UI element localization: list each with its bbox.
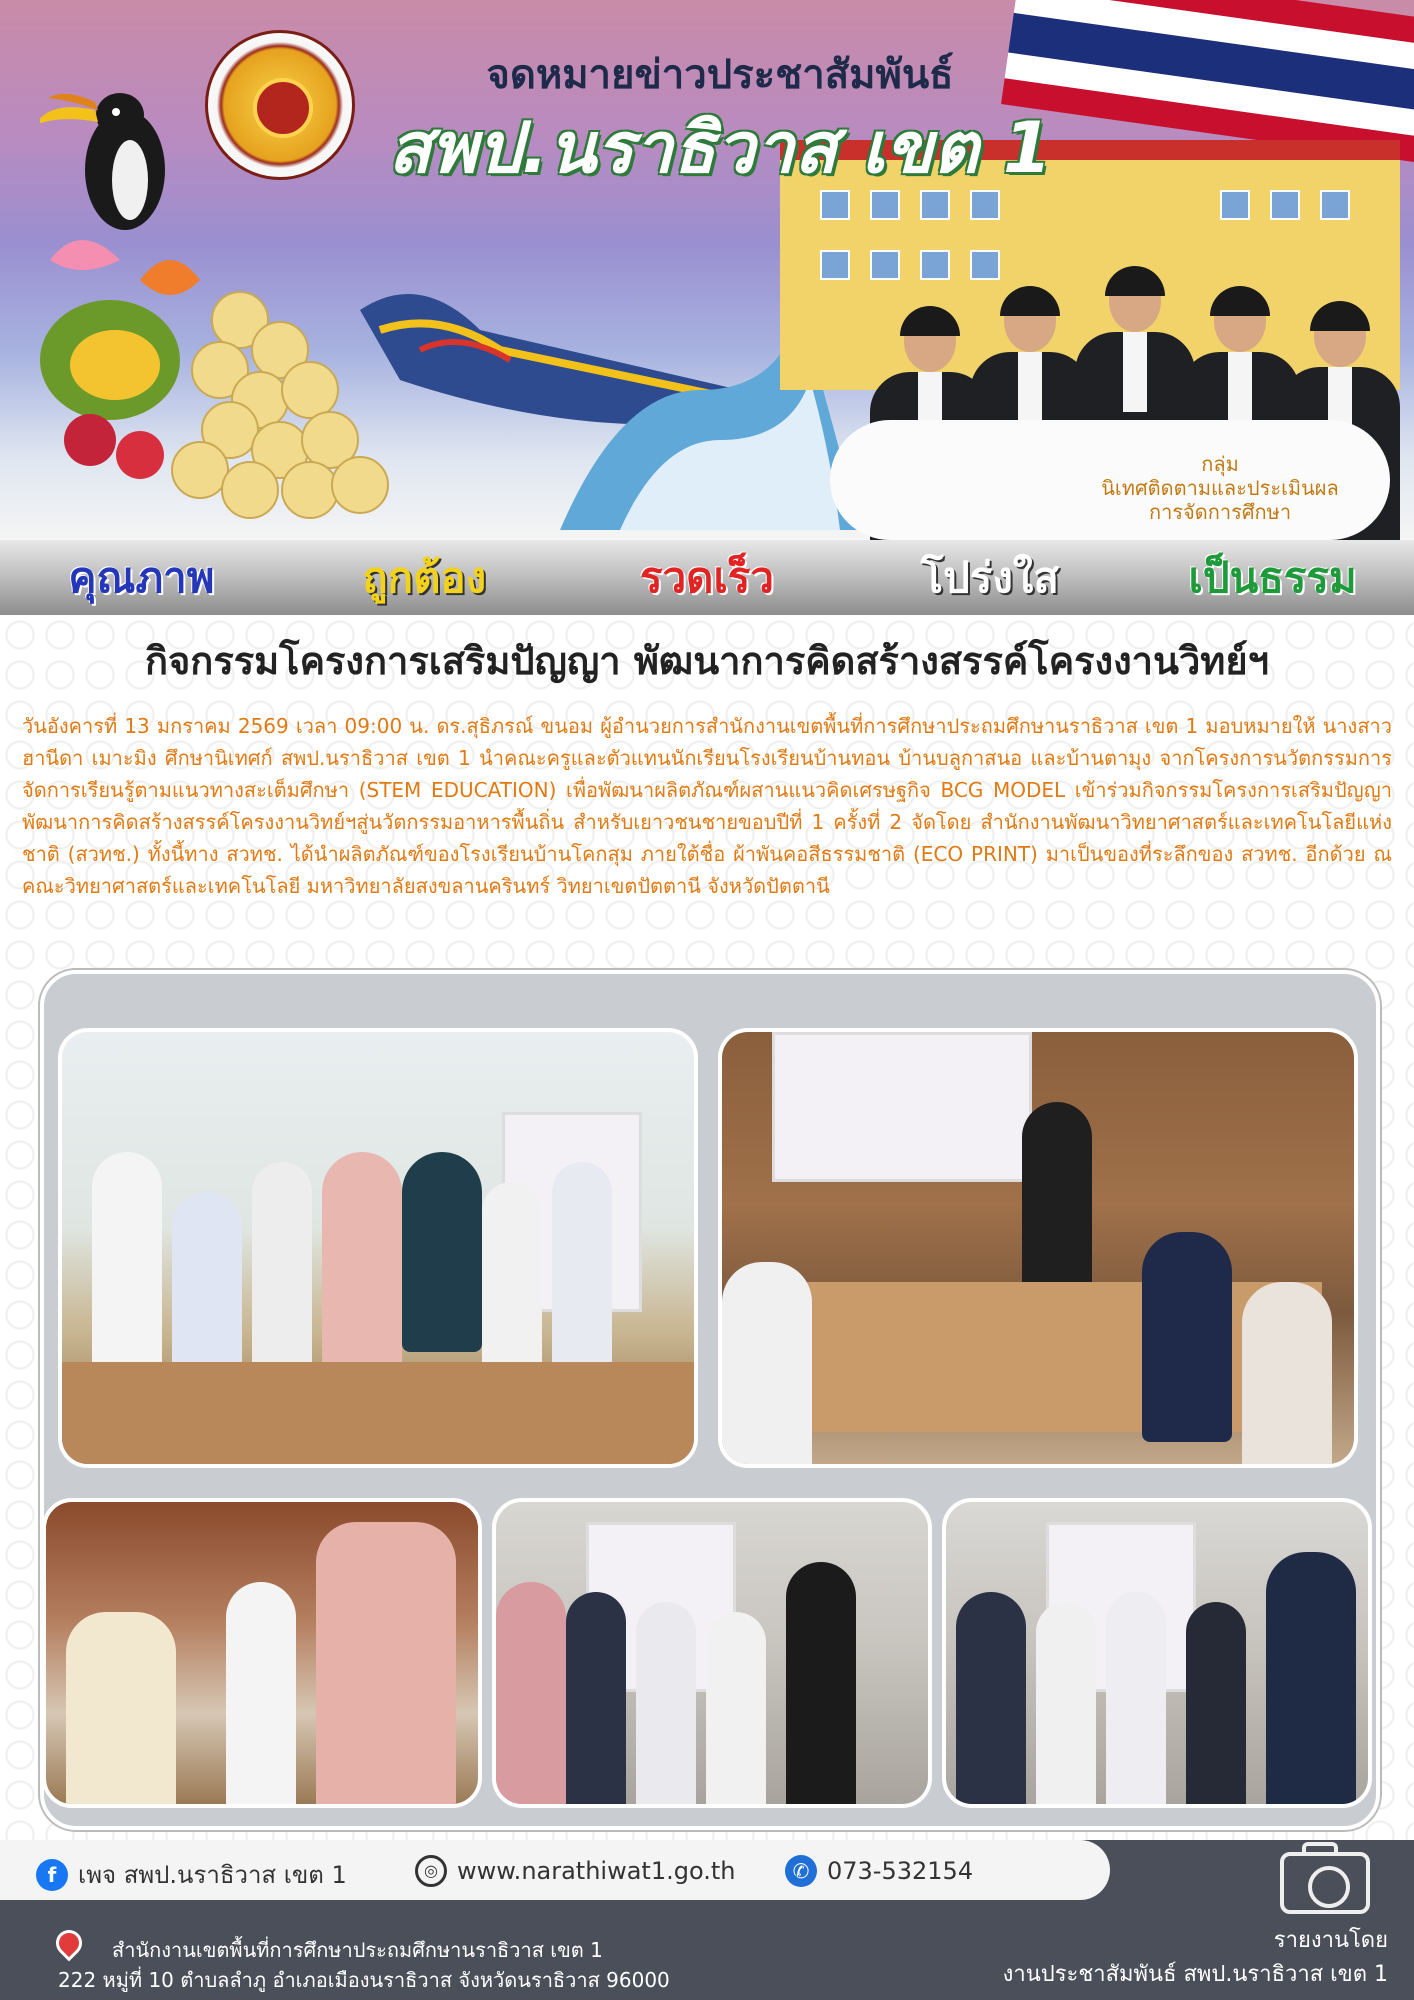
value-transparent: โปร่งใส (920, 552, 1059, 602)
group-caption: กลุ่ม นิเทศติดตามและประเมินผล การจัดการศึกษา (1101, 452, 1339, 524)
value-quality: คุณภาพ (68, 552, 215, 602)
article-body: วันอังคารที่ 13 มกราคม 2569 เวลา 09:00 น. ดร.สุธิภรณ์ ขนอม ผู้อำนวยการสำนักงานเขตพื้นที่การศึกษาประถมศึกษานราธิวาส เขต 1 มอบหมายให้ นางสาวฮานีดา เมาะมิง ศึกษานิเทศก์ สพป.นราธิวาส เขต 1 นำคณะครูและตัวแทนนักเรียนโรงเรียนบ้านทอน บ้านบลูกาสนอ และบ้านตามุง จากโครงการนวัตกรรมการจัดการเรียนรู้ตามแนวทางสะเต็มศึกษา (STEM EDUCATION) เพื่อพัฒนาผลิตภัณฑ์ผสานแนวคิดเศรษฐกิจ BCG MODEL เข้าร่วมกิจกรรมโครงการเสริมปัญญา พัฒนาการคิดสร้างสรรค์โครงงานวิทย์ฯสู่นวัตกรรมอาหารพื้นถิ่น สำหรับเยาวชนชายขอบปีที่ 1 ครั้งที่ 2 จัดโดย สำนักงานพัฒนาวิทยาศาสตร์และเทคโนโลยีแห่งชาติ (สวทช.) ทั้งนี้ทาง สวทช. ได้นำผลิตภัณฑ์ของโรงเรียนบ้านโคกสุม ภายใต้ชื่อ ผ้าพันคอสีธรรมชาติ (ECO PRINT) มาเป็นของที่ระลึกของ สวทช. อีกด้วย ณ คณะวิทยาศาสตร์และเทคโนโลยี มหาวิทยาลัยสงขลานครินทร์ วิทยาเขตปัตตานี จังหวัดปัตตานี (22, 714, 1392, 898)
activity-photo-workshop (42, 1498, 482, 1808)
value-fast: รวดเร็ว (640, 552, 774, 602)
facebook-link[interactable] (36, 1855, 347, 1894)
banner-header (0, 0, 1414, 540)
value-correct: ถูกต้อง (362, 552, 487, 602)
reported-by: งานประชาสัมพันธ์ สพป.นราธิวาส เขต 1 (1002, 1962, 1388, 1987)
website-label: www.narathiwat1.go.th (457, 1857, 736, 1885)
facebook-icon: f (36, 1859, 68, 1891)
facebook-label: เพจ สพป.นราธิวาส เขต 1 (78, 1861, 347, 1889)
website-link[interactable] (415, 1855, 735, 1887)
newsletter-title: สพป.นราธิวาส เขต 1 (388, 107, 1052, 189)
office-seal-logo (205, 30, 355, 180)
reported-by-label: รายงานโดย (1273, 1928, 1388, 1953)
value-fair: เป็นธรรม (1188, 552, 1357, 602)
phone-label: 073-532154 (827, 1857, 974, 1885)
globe-icon: ◎ (415, 1855, 447, 1887)
activity-photo-presentation (718, 1028, 1358, 1468)
activity-photo-students-writing (942, 1498, 1372, 1808)
activity-photo-students-board (492, 1498, 932, 1808)
phone-icon: ✆ (785, 1855, 817, 1887)
phone-link[interactable] (785, 1855, 973, 1887)
office-name: สำนักงานเขตพื้นที่การศึกษาประถมศึกษานราธิวาส เขต 1 (112, 1938, 603, 1962)
office-address: 222 หมู่ที่ 10 ตำบลลำภู อำเภอเมืองนราธิวาส จังหวัดนราธิวาส 96000 (58, 1968, 670, 1992)
core-values-bar (0, 540, 1414, 615)
thai-flag-icon (1003, 0, 1414, 149)
article-title: กิจกรรมโครงการเสริมปัญญา พัฒนาการคิดสร้างสรรค์โครงงานวิทย์ฯ (145, 638, 1269, 683)
camera-icon (1280, 1852, 1370, 1914)
newsletter-subtitle: จดหมายข่าวประชาสัมพันธ์ (486, 52, 954, 98)
activity-photo-students-group (58, 1028, 698, 1468)
